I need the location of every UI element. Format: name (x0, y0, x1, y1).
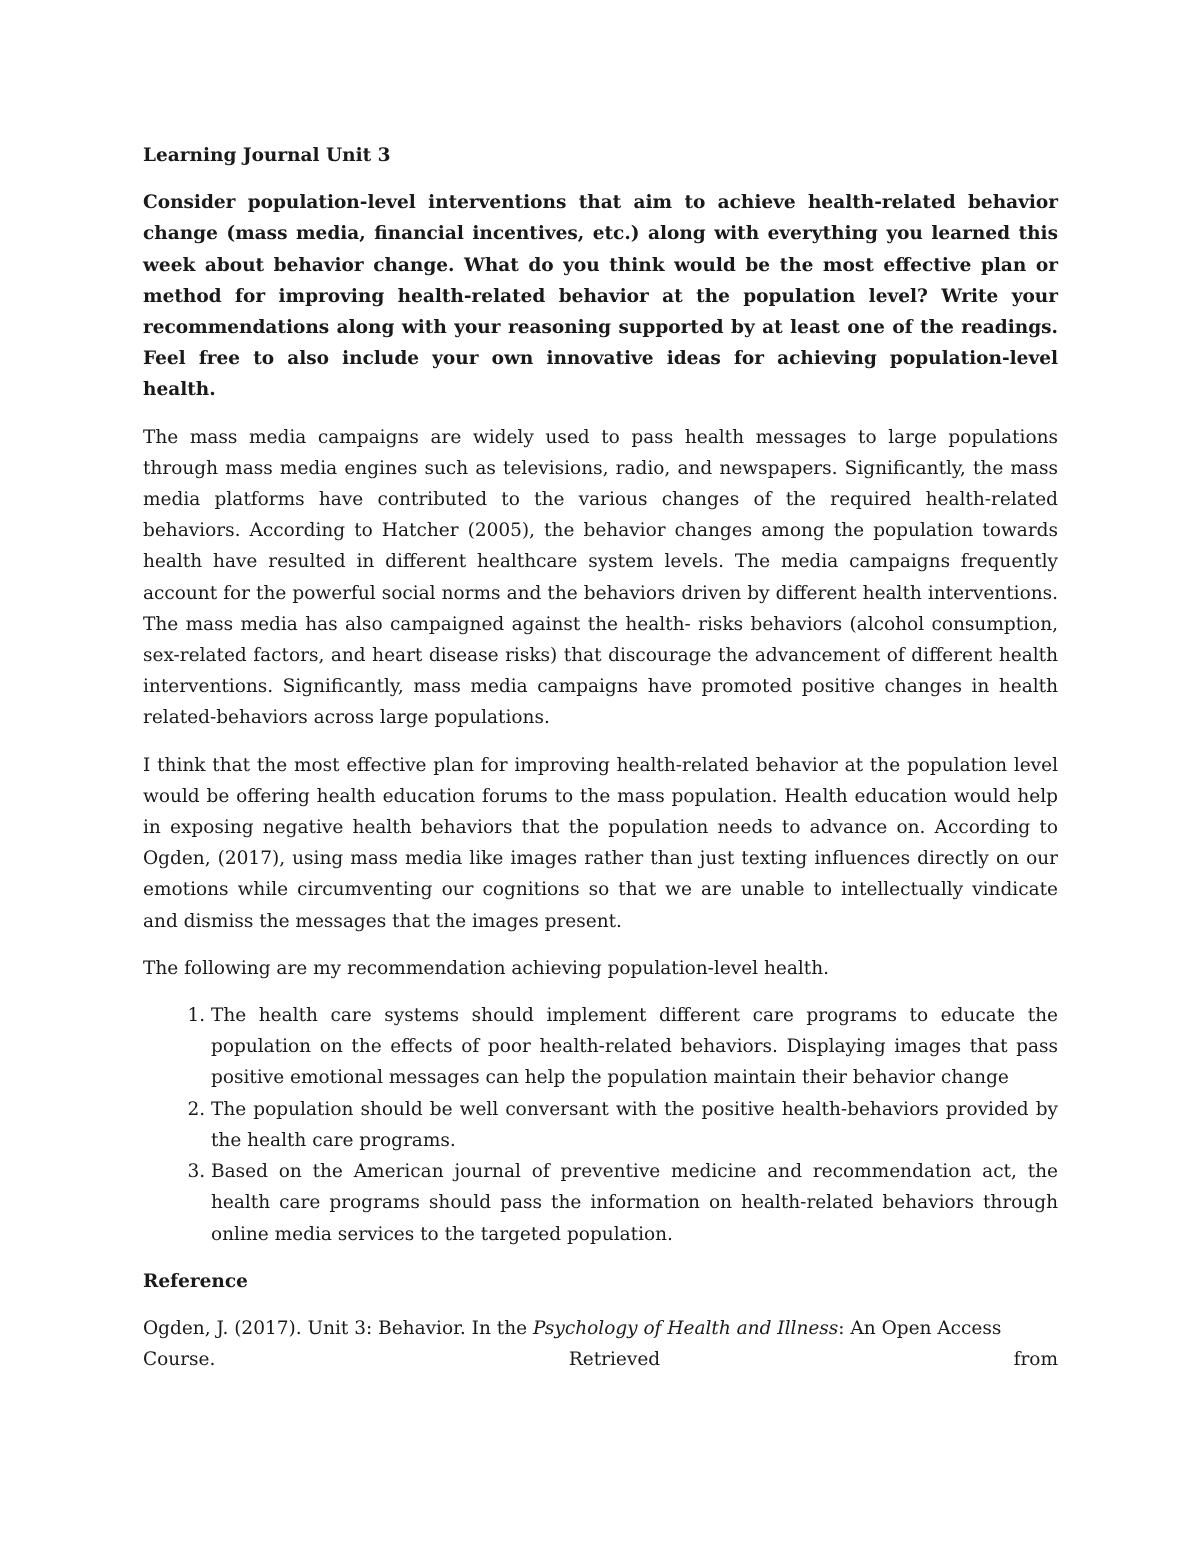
reference-word-from: from (1013, 1349, 1058, 1371)
reference-entry-line-2 (143, 1344, 1058, 1375)
body-paragraph-1: The mass media campaigns are widely used to pass health messages to large populations through mass media engines such as televisions, radio, and newspapers. Significantly, the mass media platforms have contributed to the various changes of the required health-related behaviors. According to Hatcher (2005), the behavior changes among the population towards health have resulted in different healthcare system levels. The media campaigns frequently account for the powerful social norms and the behaviors driven by different health interventions. The mass media has also campaigned against the health- risks behaviors (alcohol consumption, sex-related factors, and heart disease risks) that discourage the advancement of different health interventions. Significantly, mass media campaigns have promoted positive changes in health related-behaviors across large populations. (143, 426, 1058, 729)
recommendation-item-2: 2. The population should be well conversant with the positive health-behaviors provided by the health care programs. (211, 1094, 1058, 1156)
reference-word-retrieved: Retrieved (568, 1349, 661, 1371)
recommendation-item-1: 1. The health care systems should implement different care programs to educate the population on the effects of poor health-related behaviors. Displaying images that pass positive emotional messages can help the population maintain their behavior change (211, 1000, 1058, 1094)
reference-word-course: Course. (143, 1349, 216, 1371)
recommendation-list (143, 1000, 1058, 1250)
document-title: Learning Journal Unit 3 (143, 145, 391, 166)
reference-suffix: : An Open Access (838, 1317, 1002, 1339)
reference-book-title: Psychology of Health and Illness (532, 1317, 839, 1339)
document-page (143, 140, 1058, 1375)
reference-prefix: Ogden, J. (2017). Unit 3: Behavior. In the (143, 1317, 533, 1339)
body-paragraph-2: I think that the most effective plan for improving health-related behavior at the population level would be offering health education forums to the mass population. Health education would help in exposing negative health behaviors that the population needs to advance on. According to Ogden, (2017), using mass media like images rather than just texting influences directly on our emotions while circumventing our cognitions so that we are unable to intellectually vindicate and dismiss the messages that the images present. (143, 754, 1058, 932)
recommendation-intro: The following are my recommendation achieving population-level health. (143, 957, 830, 979)
assignment-prompt: Consider population-level interventions that aim to achieve health-related behavior change (mass media, financial incentives, etc.) along with everything you learned this week about behavior change. What do you think would be the most effective plan or method for improving health-related behavior at the population level? Write your recommendations along with your reasoning supported by at least one of the readings. Feel free to also include your own innovative ideas for achieving population-level health. (143, 192, 1058, 401)
reference-entry (143, 1313, 1058, 1344)
recommendation-item-3: 3. Based on the American journal of preventive medicine and recommendation act, the health care programs should pass the information on health-related behaviors through online media services to the targeted population. (211, 1156, 1058, 1250)
reference-heading: Reference (143, 1270, 248, 1292)
